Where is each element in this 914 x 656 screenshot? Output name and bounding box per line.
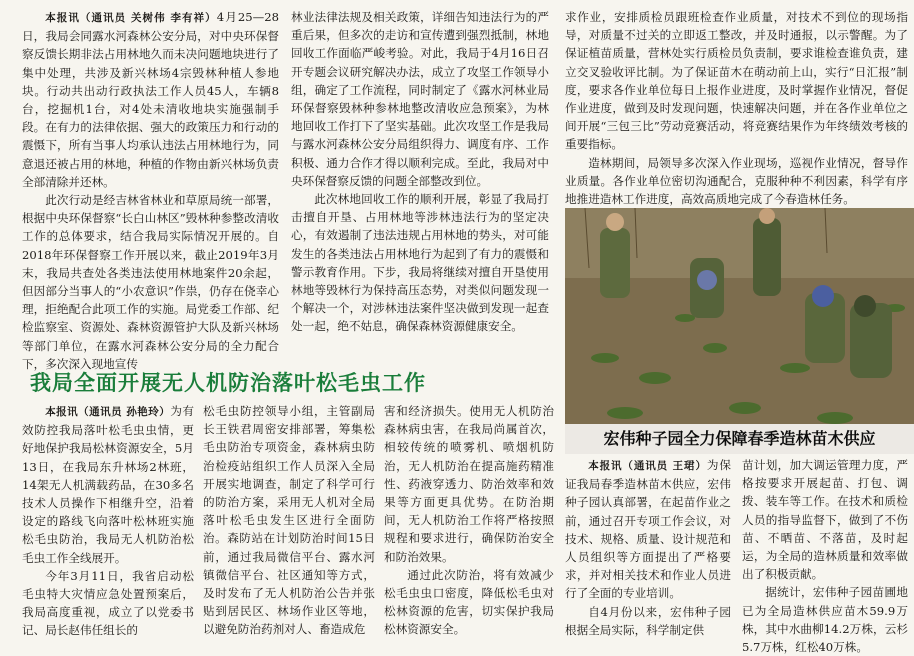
article3-col-d [565, 456, 731, 653]
article2-paragraph-1: 为有效防控我局落叶松毛虫虫情，更好地保护我局松林资源安全，5月13日，在我局东升林场2林班，14架无人机满载药品，在30多名技术人员操作下相继升空，沿着设定的路线飞向落叶松林班实施松毛虫防治，我局无人机防治松毛虫工作全线展开。 [22, 404, 194, 565]
article2-paragraph-3: 松毛虫防控领导小组，主管副局长王铁君周密安排部署，筹集松毛虫防治专项资金，森林病虫防治检疫站组织工作人员深入全局开展实地调查，制定了科学可行的防治方案，采用无人机对全局落叶松毛虫发生区进行全面防治。森防站在计划防治时间15日前，通过我局微信平台、露水河镇微信平台、社区通知等方式，及时发布了无人机防治公告并张贴到居民区、林场作业区等地，以避免防治药剂对人、畜造成危 [203, 404, 375, 637]
article2-headline: 我局全面开展无人机防治落叶松毛虫工作 [30, 371, 426, 395]
article1-paragraph-5: 求作业，安排质检员跟班检查作业质量，对技术不到位的现场指导，对质量不过关的立即返工整改，并及时通报，以示警醒。为了保证植苗质量，营林处实行质检员负责制，要求谁检查谁负责，建立交叉验收评比制。为了保证苗木在萌动前上山，实行“日汇报”制度，要求各作业单位每日上报作业进度，及时掌握作业情况，督促作业进度，做到及时发现问题，快速解决问题，并在各作业单位之间开展“三包三比”劳动竞赛活动，将竞赛结果作为年终绩效考核的重要指标。 [565, 10, 908, 152]
article2-paragraph-2: 今年3月11日，我省启动松毛虫特大灾情应急处置预案后，我局高度重视，成立了以党委书记、局长赵伟任组长的 [22, 568, 194, 638]
article1-col3 [565, 8, 908, 207]
article1-paragraph-1: 4月25—28日，我局会同露水河森林公安分局，对中央环保督察反馈长期非法占用林地久而未决问题地块进行了集中处理，共涉及新兴林场4宗毁林种植人参地块。行动共出动行政执法工作人员45人，车辆8台，挖掘机1台，对4处未清收地块实施强制手段。在有力的法律依据、强大的政策压力和行动的震慑下，所有当事人均承认违法占用林地行为，同意退还被占用的林地，种植的作物由新兴林场负责全部清除并还林。 [22, 10, 279, 189]
article3-paragraph-3: 苗计划，加大调运管理力度，严格按要求开展起苗、打包、调拨、装车等工作。在技术和质检人员的指导监督下，做到了不伤苗、不晒苗、不落苗，及时起运，为全局的造林质量和效率做出了积极贡献。 [742, 458, 908, 582]
article1-byline: 本报讯（通讯员 关树伟 李有祥） [45, 12, 217, 24]
article1-paragraph-2: 此次行动是经吉林省林业和草原局统一部署，根据中央环保督察“长白山林区”毁林种参整改清收工作的总体要求，结合我局实际情况开展的。自2018年环保督察工作开展以来，截止2019年3月末，我局共查处各类违法使用林地案件20余起，但因部分当事人的“小农意识”作祟，仍存在侥幸心理，拒绝配合此项工作的实施。局党委工作部、纪检监察室、资源处、森林资源管护大队及新兴林场等部门单位，在露水河森林公安分局的全力配合下，多次深入现地宣传 [22, 193, 279, 371]
article1-paragraph-4: 此次林地回收工作的顺利开展，彰显了我局打击擅自开垦、占用林地等涉林违法行为的坚定决心，有效遏制了违法违规占用林地的势头，对可能发生的各类违法占用林地行为起到了有力的震慑和警示教育作用。下步，我局将继续对擅自开垦使用林地等毁林行为保持高压态势，对类似问题发现一个解决一个，对涉林违法案件坚决做到发现一起查处一起，绝不姑息，确保森林资源健康安全。 [291, 192, 549, 334]
article2-paragraph-5: 通过此次防治，将有效减少松毛虫虫口密度，降低松毛虫对松林资源的危害，切实保护我局松林资源安全。 [384, 567, 554, 637]
article2-byline: 本报讯（通讯员 孙艳玲） [45, 406, 171, 418]
article3-paragraph-4: 据统计，宏伟种子园苗圃地已为全局造林供应苗木59.9万株，其中水曲柳14.2万株，云杉5.7万株，红松40万株。 [742, 585, 908, 655]
article2-col-c [384, 402, 554, 653]
tree-planting-illustration [565, 208, 914, 454]
article1-col1 [22, 8, 279, 371]
article2-col-a [22, 402, 194, 653]
article3-col-e [742, 456, 908, 653]
article3-paragraph-2: 自4月份以来，宏伟种子园根据全局实际，科学制定供 [565, 604, 731, 637]
photo-caption: 宏伟种子园全力保障春季造林苗木供应 [565, 424, 914, 454]
article1-col2 [291, 8, 549, 360]
article3-paragraph-1: 为保证我局春季造林苗木供应，宏伟种子园认真部署，在起苗作业之前，通过召开专项工作会议，对技术、规格、质量、设计规范和人员组织等方面提出了严格要求，并对相关技术和作业人员进行了全面的专业培训。 [565, 458, 731, 601]
article2-paragraph-4: 害和经济损失。使用无人机防治森林病虫害，在我局尚属首次，相较传统的喷雾机、喷烟机防治，无人机防治在提高施药精准性、药液穿透力、防治效率和效果等方面更具优势。在防治期间，无人机防治工作将严格按照规程和要求进行，确保防治安全和防治效果。 [384, 404, 554, 564]
tree-planting-photo [565, 208, 914, 454]
article1-paragraph-6: 造林期间，局领导多次深入作业现场，巡视作业情况，督导作业质量。各作业单位密切沟通配合，克服种种不利因素，科学有序地推进造林工作进度，高效高质地完成了今春造林任务。 [565, 155, 908, 207]
article3-byline: 本报讯（通讯员 王珺） [588, 460, 707, 472]
article2-col-b [203, 402, 375, 653]
article1-paragraph-3: 林业法律法规及相关政策，详细告知违法行为的严重后果，但多次的走访和宣传遭到强烈抵制，林地回收工作面临严峻考验。对此，我局于4月16日召开专题会议研究解决办法，成立了攻坚工作领导小组，确定了工作流程，同时制定了《露水河林业局环保督察毁林种参林地整改清收应急预案》，为林地回收工作打下了坚实基础。此次攻坚工作是我局与露水河森林公安分局组织得力、调度有序、工作积极、通力合作才得以顺利完成。至此，我局对中央环保督察反馈的问题全部整改到位。 [291, 10, 549, 188]
